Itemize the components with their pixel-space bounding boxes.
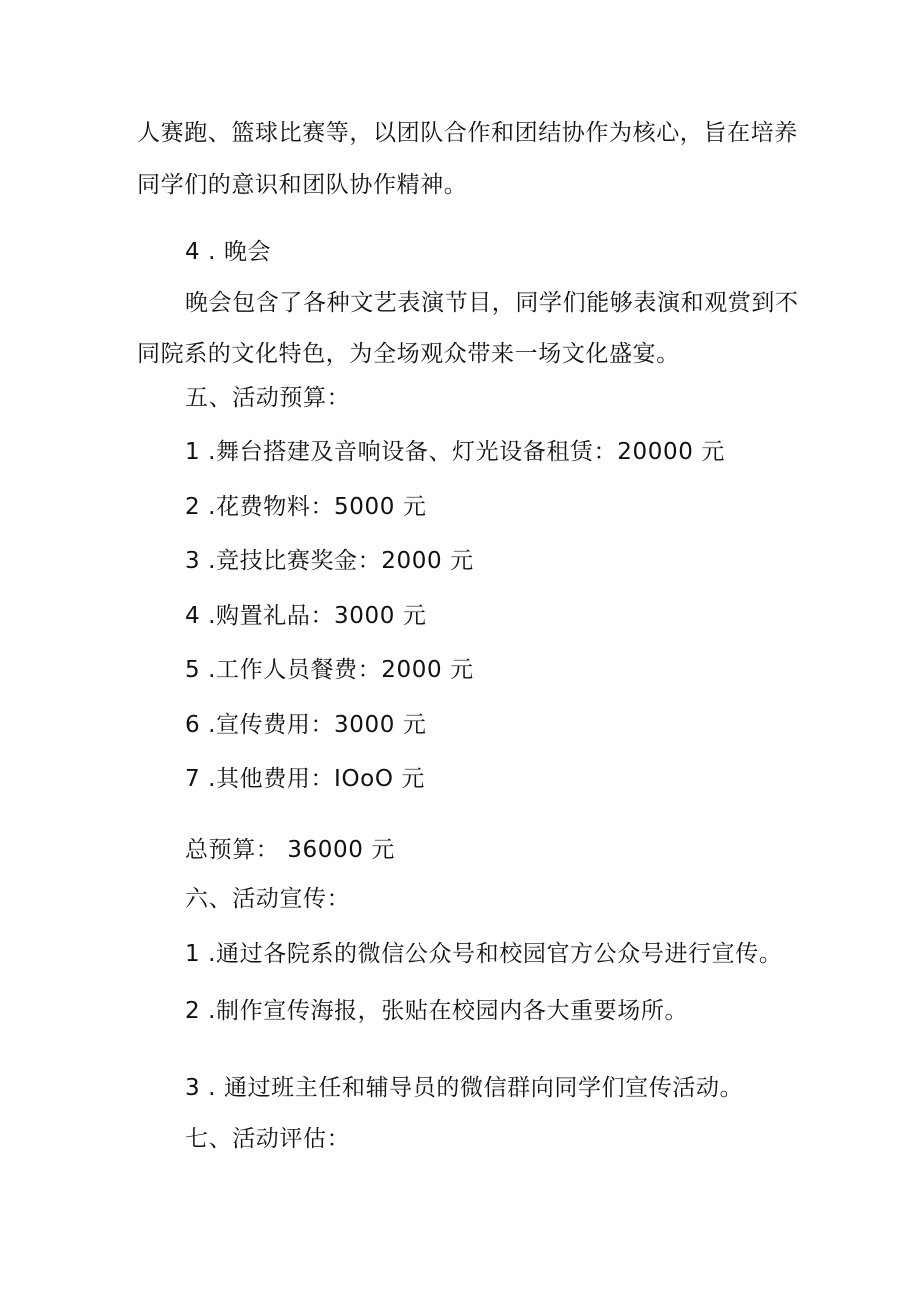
intro-line-2: 同学们的意识和团队协作精神。 xyxy=(137,172,468,198)
intro-line-1: 人赛跑、篮球比赛等，以团队合作和团结协作为核心，旨在培养 xyxy=(137,120,798,146)
budget-item: 4 .购置礼品：3000 元 xyxy=(185,603,427,629)
budget-total: 总预算： 36000 元 xyxy=(185,837,395,863)
promotion-item: 3 . 通过班主任和辅导员的微信群向同学们宣传活动。 xyxy=(185,1075,744,1101)
budget-item: 1 .舞台搭建及音响设备、灯光设备租赁：20000 元 xyxy=(185,439,725,465)
promotion-item: 2 .制作宣传海报，张贴在校园内各大重要场所。 xyxy=(185,998,689,1024)
promotion-item: 1 .通过各院系的微信公众号和校园官方公众号进行宣传。 xyxy=(185,941,783,967)
budget-heading: 五、活动预算： xyxy=(185,385,351,411)
evaluation-heading: 七、活动评估： xyxy=(185,1126,351,1152)
evening-body-line-1: 晚会包含了各种文艺表演节目，同学们能够表演和观赏到不 xyxy=(185,290,799,316)
budget-item: 7 .其他费用：IOoO 元 xyxy=(185,766,426,792)
promotion-heading: 六、活动宣传： xyxy=(185,886,351,912)
budget-item: 5 .工作人员餐费：2000 元 xyxy=(185,657,474,683)
budget-item: 6 .宣传费用：3000 元 xyxy=(185,712,427,738)
budget-item: 2 .花费物料：5000 元 xyxy=(185,494,427,520)
evening-heading: 4 . 晚会 xyxy=(185,239,272,265)
evening-body-line-2: 同院系的文化特色，为全场观众带来一场文化盛宴。 xyxy=(137,341,680,367)
budget-item: 3 .竞技比赛奖金：2000 元 xyxy=(185,548,474,574)
